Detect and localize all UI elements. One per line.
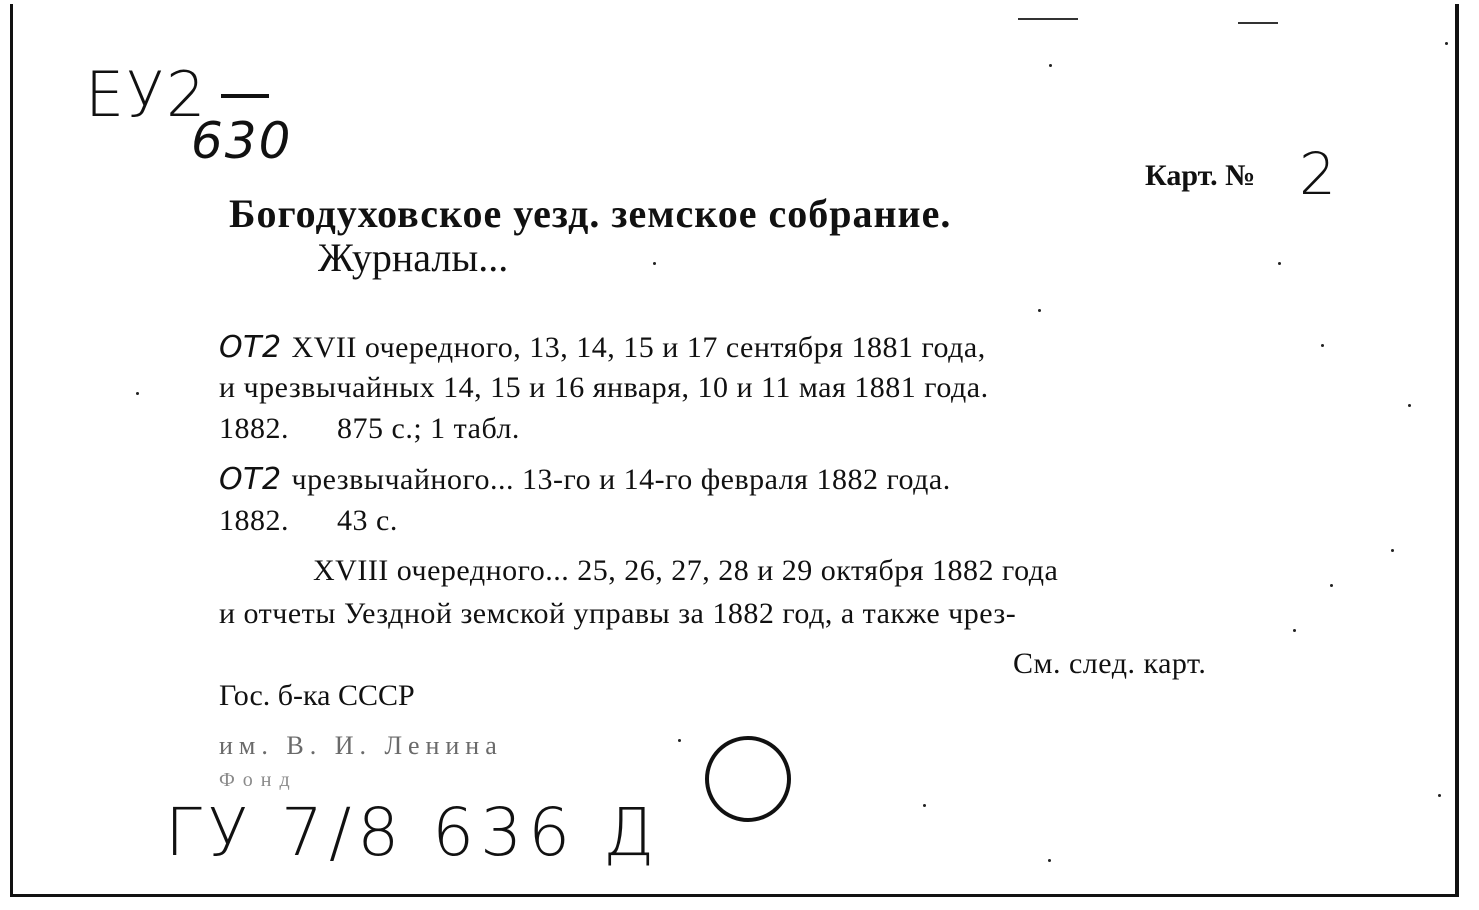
- entry-1-line-1: [219, 330, 986, 365]
- scan-speck: [1321, 344, 1324, 347]
- scan-speck: [1049, 64, 1052, 67]
- entry-2-line-2: 1882. 43 с.: [219, 504, 398, 537]
- scan-speck: [1445, 42, 1448, 45]
- scan-speck: [653, 262, 656, 265]
- bottom-shelf-mark: ГУ 7/8 636 Д: [165, 794, 661, 871]
- continuation-note: См. след. карт.: [1013, 647, 1207, 680]
- scan-speck: [1048, 859, 1051, 862]
- shelf-mark-sub: 630: [191, 112, 293, 170]
- scan-speck: [136, 392, 139, 395]
- card-title: Богодуховское уезд. земское собрание.: [229, 191, 952, 236]
- library-stamp-line-2: им. В. И. Ленина: [219, 731, 503, 760]
- scan-speck: [1038, 309, 1041, 312]
- scan-speck: [923, 804, 926, 807]
- punch-hole: [705, 736, 791, 822]
- scan-speck: [678, 739, 681, 742]
- shelf-mark-main: ЕУ2: [85, 58, 208, 131]
- scan-speck: [1330, 584, 1333, 587]
- entry-2-text-1: чрезвычайного... 13-го и 14-го февраля 1882 года.: [291, 463, 951, 496]
- entry-2-line-1: [219, 462, 951, 497]
- library-stamp-line-1: Гос. б-ка СССР: [219, 679, 415, 712]
- card-number-handwritten: 2: [1299, 140, 1338, 208]
- entry-2-mark: ОТ2: [219, 462, 282, 497]
- entry-1-line-2: и чрезвычайных 14, 15 и 16 января, 10 и 11 мая 1881 года.: [219, 371, 989, 404]
- card-subtitle: Журналы...: [318, 235, 509, 280]
- catalog-card: [10, 4, 1459, 897]
- entry-1-text-1: XVII очередного, 13, 14, 15 и 17 сентября 1881 года,: [291, 331, 986, 364]
- entry-3-line-2: и отчеты Уездной земской управы за 1882 год, а также чрез-: [219, 597, 1017, 630]
- scan-speck: [1438, 794, 1441, 797]
- card-number-label: Карт. №: [1145, 159, 1256, 192]
- scan-speck: [1293, 629, 1296, 632]
- scan-dash: [1018, 18, 1078, 20]
- entry-1-line-3: 1882. 875 с.; 1 табл.: [219, 412, 520, 445]
- shelf-mark-bar: [221, 94, 269, 98]
- scan-speck: [1391, 549, 1394, 552]
- entry-1-mark: ОТ2: [219, 330, 282, 365]
- library-stamp-line-3: Фонд: [219, 769, 298, 791]
- scan-dash: [1238, 22, 1278, 24]
- scan-speck: [1278, 262, 1281, 265]
- scan-speck: [1408, 404, 1411, 407]
- entry-3-line-1: XVIII очередного... 25, 26, 27, 28 и 29 октября 1882 года: [313, 554, 1059, 587]
